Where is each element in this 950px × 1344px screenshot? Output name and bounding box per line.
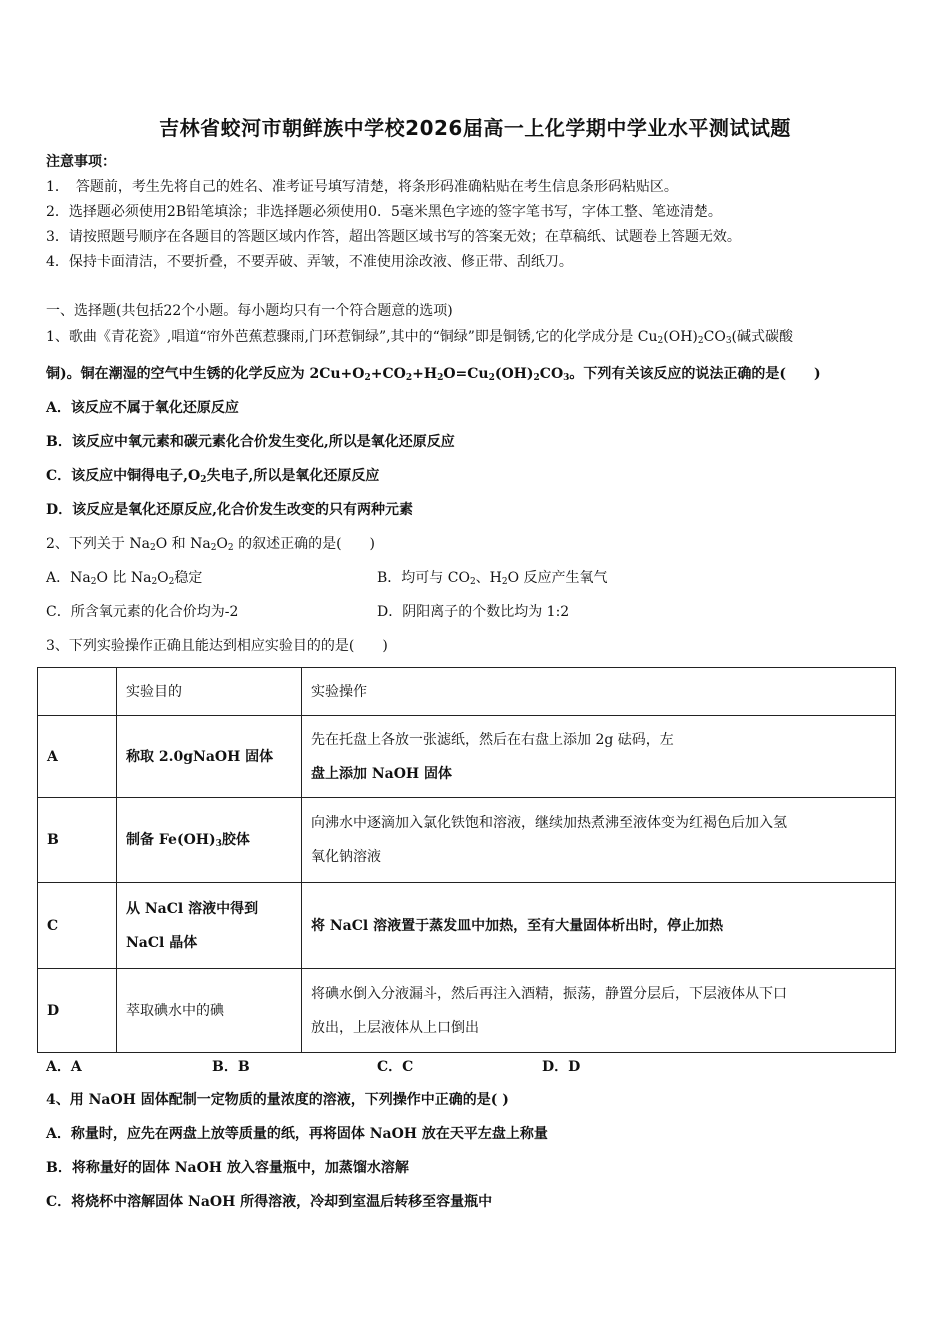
q3-option-d: D．D <box>542 1059 581 1075</box>
row-label: B <box>38 798 117 883</box>
q2-option-b: B．均可与 $CO_2$、$H_2O$ 反应产生氧气 <box>377 570 608 587</box>
row-operation: 向沸水中逐滴加入氯化铁饱和溶液，继续加热煮沸至液体变为红褐色后加入氢 氧化钠溶液 <box>302 798 896 883</box>
q1-option-c: C．该反应中铜得电子$,O_2$失电子,所以是氧化还原反应 <box>46 468 380 485</box>
q1-stem-line1: 1、歌曲《青花瓷》,唱道“帘外芭蕉惹骤雨,门环惹铜绿”,其中的“铜绿”即是铜锈,它的化学成分是 $Cu_2(OH)_2CO_3$(碱式碳酸 <box>46 329 794 346</box>
section-heading: 一、选择题(共包括22个小题。每小题均只有一个符合题意的选项) <box>46 303 453 319</box>
experiment-table <box>37 667 896 1053</box>
header-operation: 实验操作 <box>302 668 896 716</box>
notice-item-1: 1． 答题前，考生先将自己的姓名、准考证号填写清楚，将条形码准确粘贴在考生信息条形码粘贴区。 <box>46 179 678 195</box>
row-purpose: 萃取碘水中的碘 <box>117 969 302 1053</box>
q2-option-d: D．阴阳离子的个数比均为 1:2 <box>377 604 570 620</box>
table-row <box>38 883 896 969</box>
header-purpose: 实验目的 <box>117 668 302 716</box>
q4-option-c: C．将烧杯中溶解固体 NaOH 所得溶液，冷却到室温后转移至容量瓶中 <box>46 1194 493 1210</box>
row-operation: 先在托盘上各放一张滤纸，然后在右盘上添加 2g 砝码，左 盘上添加 NaOH 固体 <box>302 716 896 798</box>
row-label: A <box>38 716 117 798</box>
row-operation: 将 NaCl 溶液置于蒸发皿中加热，至有大量固体析出时，停止加热 <box>302 883 896 969</box>
row-purpose: 制备 $Fe(OH)_3$胶体 <box>117 798 302 883</box>
q1-option-b: B．该反应中氧元素和碳元素化合价发生变化,所以是氧化还原反应 <box>46 434 455 450</box>
q2-stem: 2、下列关于 $Na_2O$ 和 $Na_2O_2$ 的叙述正确的是( ) <box>46 536 376 553</box>
row-purpose: 从 NaCl 溶液中得到 NaCl 晶体 <box>117 883 302 969</box>
q1-option-a: A．该反应不属于氧化还原反应 <box>46 400 239 416</box>
row-operation: 将碘水倒入分液漏斗，然后再注入酒精，振荡，静置分层后，下层液体从下口 放出，上层液体从上口倒出 <box>302 969 896 1053</box>
row-purpose: 称取 2.0gNaOH 固体 <box>117 716 302 798</box>
q4-option-a: A．称量时，应先在两盘上放等质量的纸，再将固体 NaOH 放在天平左盘上称量 <box>46 1126 548 1142</box>
row-label: C <box>38 883 117 969</box>
exam-title: 吉林省蛟河市朝鲜族中学校2026届高一上化学期中学业水平测试试题 <box>159 116 791 140</box>
q4-option-b: B．将称量好的固体 NaOH 放入容量瓶中，加蒸馏水溶解 <box>46 1160 409 1176</box>
table-row <box>38 716 896 798</box>
q3-option-b: B．B <box>212 1059 250 1075</box>
table-row <box>38 969 896 1053</box>
q4-stem: 4、用 NaOH 固体配制一定物质的量浓度的溶液，下列操作中正确的是( ) <box>46 1092 509 1108</box>
q1-option-d: D．该反应是氧化还原反应,化合价发生改变的只有两种元素 <box>46 502 414 518</box>
q3-option-a: A．A <box>46 1059 82 1075</box>
q2-option-a: A．$Na_2O$ 比 $Na_2O_2$稳定 <box>46 570 203 587</box>
q2-option-c: C．所含氧元素的化合价均为-2 <box>46 604 239 620</box>
table-row <box>38 798 896 883</box>
notice-item-2: 2．选择题必须使用2B铅笔填涂；非选择题必须使用0．5毫米黑色字迹的签字笔书写，字体工整、笔迹清楚。 <box>46 204 722 220</box>
row-label: D <box>38 969 117 1053</box>
notice-item-3: 3．请按照题号顺序在各题目的答题区域内作答，超出答题区域书写的答案无效；在草稿纸、试题卷上答题无效。 <box>46 229 741 245</box>
q3-stem: 3、下列实验操作正确且能达到相应实验目的的是( ) <box>46 638 388 654</box>
table-header-row <box>38 668 896 716</box>
q3-option-c: C．C <box>377 1059 414 1075</box>
notice-heading: 注意事项： <box>46 154 116 170</box>
header-blank-cell <box>38 668 117 716</box>
notice-item-4: 4．保持卡面清洁，不要折叠，不要弄破、弄皱，不准使用涂改液、修正带、刮纸刀。 <box>46 254 573 270</box>
q1-stem-line2: 铜)。铜在潮湿的空气中生锈的化学反应为 $2Cu+O_2+CO_2+H_2O=Cu_2(OH)_2CO_3$。下列有关该反应的说法正确的是( ) <box>46 366 821 383</box>
